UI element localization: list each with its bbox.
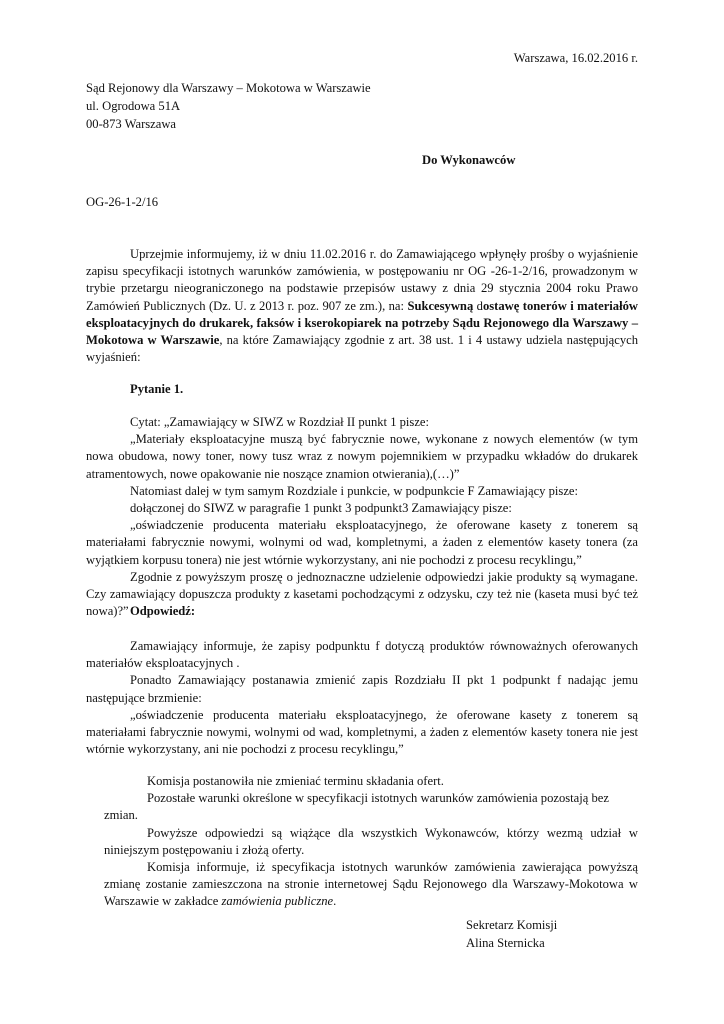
question-attached: dołączonej do SIWZ w paragrafie 1 punkt 3 podpunkt3 Zamawiający pisze: (130, 501, 512, 516)
question-quote-1: „Materiały eksploatacyjne muszą być fabrycznie nowe, wykonane z nowych elementów (w tym nowa obudowa, nowy toner, nowy tusz wraz z nowym pojemnikiem w przypadku wkładów do drukarek atramentowych, nowe opakowanie nie noszące znamion otwierania),(…)” (86, 432, 638, 481)
answer-paragraph-2: Ponadto Zamawiający postanawia zmienić zapis Rozdziału II pkt 1 podpunkt f nadając jemu następujące brzmienie: (86, 673, 638, 705)
sender-street: ul. Ogrodowa 51A (86, 99, 181, 113)
case-reference: OG-26-1-2/16 (86, 195, 159, 209)
closing-p4-text-1: Komisja informuje, iż specyfikacja istotnych warunków zamówienia zawierająca powyższą zmianę zostanie zamieszczona na stronie internetowej Sądu Rejonowego dla Warszawy-Mokotowa w Warszawie w zakładce (104, 860, 638, 909)
signature-name: Alina Sternicka (466, 936, 545, 950)
closing-paragraph-1: Komisja postanowiła nie zmieniać terminu składania ofert. (147, 774, 444, 788)
closing-p4-text-2: . (333, 894, 337, 909)
closing-p4-italic: zamówienia publiczne (221, 894, 334, 909)
closing-paragraph-4 (104, 859, 638, 911)
answer-heading: Odpowiedź: (130, 604, 196, 618)
sender-name: Sąd Rejonowy dla Warszawy – Mokotowa w Warszawie (86, 81, 371, 95)
signature-title: Sekretarz Komisji (466, 918, 558, 932)
question-heading: Pytanie 1. (130, 382, 184, 396)
intro-bold-2: ostawę tonerów i materiałów eksploatacyjnych do drukarek, faksów i kserokopiarek na potrzeby Sądu Rejonowego dla Warszawy – Mokotowa w Warszawie (86, 298, 638, 348)
closing-paragraph-3: Powyższe odpowiedzi są wiążące dla wszystkich Wykonawców, którzy wezmą udział w niniejszym postępowaniu i złożą oferty. (104, 825, 638, 857)
closing-paragraph-2: Pozostałe warunki określone w specyfikacji istotnych warunków zamówienia pozostają bez zmian. (104, 791, 609, 823)
question-block (86, 414, 638, 620)
addressee: Do Wykonawców (422, 153, 516, 167)
answer-quote: „oświadczenie producenta materiału eksploatacyjnego, że oferowane kasety z tonerem są materiałami fabrycznie nowymi, wolnymi od wad, kompletnymi, a żaden z elementów kasety tonera nie jest wtórnie wykorzystany, ani nie pochodzi z procesu recyklingu,” (86, 707, 638, 757)
letter-date: Warszawa, 16.02.2016 r. (513, 51, 638, 65)
intro-text-2: d (473, 298, 483, 313)
signature-block (466, 917, 557, 953)
closing-block (104, 773, 638, 911)
question-quote-2: „oświadczenie producenta materiału eksploatacyjnego, że oferowane kasety z tonerem są materiałami fabrycznie nowymi, wolnymi od wad, kompletnymi, a żaden z elementów kasety tonera (za wyjątkiem korpusu tonera) nie jest wtórnie wykorzystany, ani nie pochodzi z procesu recyklingu,” (86, 518, 638, 567)
intro-bold-1: Sukcesywną (407, 298, 474, 313)
question-cytat: Cytat: „Zamawiający w SIWZ w Rozdział II punkt 1 pisze: (130, 415, 430, 429)
intro-text-3: , na które Zamawiający zgodnie z art. 38 ust. 1 i 4 ustawy udziela następujących wyjaśnień: (86, 333, 638, 365)
sender-address (86, 80, 371, 134)
sender-city: 00-873 Warszawa (86, 117, 177, 131)
answer-paragraph-1: Zamawiający informuje, że zapisy podpunktu f dotyczą produktów równoważnych oferowanych materiałów eksploatacyjnych . (86, 639, 638, 671)
intro-paragraph (86, 246, 638, 366)
question-further: Natomiast dalej w tym samym Rozdziale i punkcie, w podpunkcie F Zamawiający pisze: (130, 483, 579, 498)
question-request: Zgodnie z powyższym proszę o jednoznaczne udzielenie odpowiedzi jakie produkty są wymagane. Czy zamawiający dopuszcza produkty z kasetami pochodzącymi z odzysku, czy też nie (kaseta musi być też nowa)?” (86, 569, 638, 619)
answer-block (86, 638, 638, 758)
intro-text-1: Uprzejmie informujemy, iż w dniu 11.02.2016 r. do Zamawiającego wpłynęły prośby o wyjaśnienie zapisu specyfikacji istotnych warunków zamówienia, w postępowaniu nr OG -26-1-2/16, prowadzonym w trybie przetargu nieograniczonego na podstawie przepisów ustawy z dnia 29 stycznia 2004 roku Prawo Zamówień Publicznych (Dz. U. z 2013 r. poz. 907 ze zm.), na: (86, 247, 638, 313)
